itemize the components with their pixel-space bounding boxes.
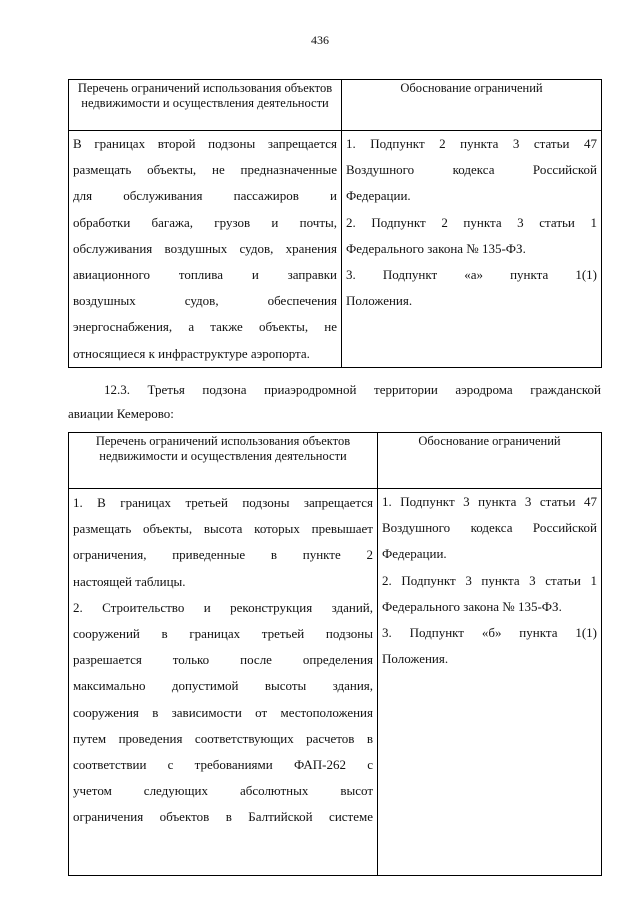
section-paragraph (68, 378, 601, 426)
text-line: Федерального закона № 135-ФЗ. (382, 598, 562, 614)
text-line: обслуживания воздушных судов, хранения (73, 240, 337, 256)
text-line: Воздушного кодекса Российской (382, 520, 597, 536)
text-line: для обслуживания пассажиров и (73, 188, 337, 204)
text-line: Федерации. (382, 546, 447, 562)
text-line: энергоснабжения, а также объекты, не (73, 319, 337, 335)
text-line: 1. Подпункт 3 пункта 3 статьи 47 (382, 494, 597, 509)
page-number: 436 (311, 33, 329, 47)
restrictions-cell (69, 489, 378, 876)
text-line: размещать объекты, высота которых превышает (73, 521, 373, 537)
text-line: 2. Строительство и реконструкция зданий, (73, 599, 373, 615)
table-header-restrictions: Перечень ограничений использования объектов недвижимости и осуществления деятельности (69, 433, 378, 489)
justification-cell (378, 489, 602, 876)
text-line: Воздушного кодекса Российской (346, 162, 597, 178)
text-line: ограничения, приведенные в пункте 2 (73, 547, 373, 563)
text-line: 3. Подпункт «а» пункта 1(1) (346, 266, 597, 282)
text-line: 2. Подпункт 2 пункта 3 статьи 1 (346, 214, 597, 230)
text-line: В границах второй подзоны запрещается (73, 136, 337, 151)
text-line: воздушных судов, обеспечения (73, 293, 337, 309)
text-line: Федерального закона № 135-ФЗ. (346, 240, 526, 256)
restrictions-cell (69, 131, 342, 368)
text-line: обработки багажа, грузов и почты, (73, 214, 337, 230)
text-line: путем проведения соответствующих расчетов в (73, 730, 373, 746)
restrictions-table-second-subzone (68, 79, 602, 368)
text-line: сооружений в границах третьей подзоны (73, 625, 373, 641)
text-line: относящиеся к инфраструктуре аэропорта. (73, 345, 310, 361)
text-line: Положения. (346, 293, 413, 309)
text-line: Положения. (382, 651, 449, 667)
paragraph-line: 12.3. Третья подзона приаэродромной территории аэродрома гражданской (104, 382, 601, 397)
paragraph-line: авиации Кемерово: (68, 406, 174, 421)
table-header-restrictions: Перечень ограничений использования объектов недвижимости и осуществления деятельности (69, 80, 342, 131)
text-line: разрешается только после определения (73, 652, 373, 668)
table-header-justification: Обоснование ограничений (378, 433, 602, 489)
text-line: размещать объекты, не предназначенные (73, 162, 337, 178)
text-line: 2. Подпункт 3 пункта 3 статьи 1 (382, 572, 597, 588)
text-line: авиационного топлива и заправки (73, 266, 337, 282)
text-line: 1. В границах третьей подзоны запрещается (73, 495, 373, 510)
restrictions-table-third-subzone (68, 432, 602, 876)
text-line: учетом следующих абсолютных высот (73, 783, 373, 799)
justification-cell (342, 131, 602, 368)
text-line: сооружения в зависимости от местоположения (73, 704, 373, 720)
text-line: ограничения объектов в Балтийской системе (73, 809, 373, 825)
text-line: Федерации. (346, 188, 411, 204)
text-line: 1. Подпункт 2 пункта 3 статьи 47 (346, 136, 597, 151)
table-header-justification: Обоснование ограничений (342, 80, 602, 131)
text-line: настоящей таблицы. (73, 573, 186, 589)
text-line: максимально допустимой высоты здания, (73, 678, 373, 694)
text-line: соответствии с требованиями ФАП-262 с (73, 756, 373, 772)
text-line: 3. Подпункт «б» пункта 1(1) (382, 624, 597, 640)
